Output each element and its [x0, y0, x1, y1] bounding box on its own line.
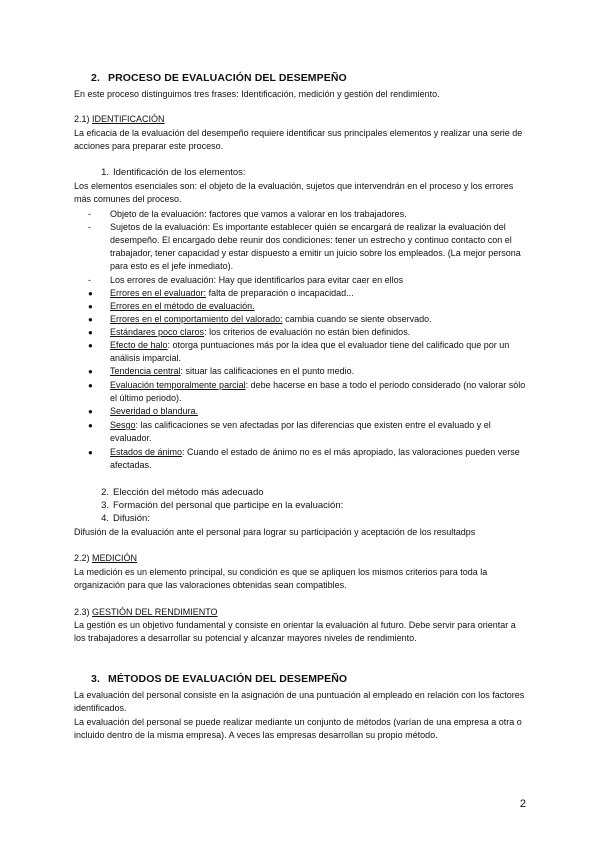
difusion-paragraph: Difusión de la evaluación ante el personal para lograr su participación y aceptación de los resultadps: [74, 527, 476, 537]
subsection-2-1-heading: [74, 113, 165, 126]
list-item-1-label: Identificación de los elementos:: [113, 167, 246, 178]
list-item-1-number: 1.: [101, 167, 109, 178]
bullet-term: Estados de ánimo: [110, 447, 183, 457]
bullet-mark: ●: [88, 421, 93, 430]
page-number: 2: [519, 798, 526, 810]
bullet-mark: ●: [88, 381, 93, 390]
bullet-mark: ●: [88, 407, 93, 416]
bullet-desc: : los criterios de evaluación no están bien definidos.: [204, 327, 411, 337]
list-item-3-label: Formación del personal que participe en la evaluación:: [113, 500, 344, 511]
subsection-2-2-number: 2.2): [74, 553, 90, 563]
subsection-2-2-heading: [74, 552, 137, 565]
bullet-desc: : Cuando el estado de ánimo no es el más apropiado, las valoraciones pueden verse afectadas.: [110, 447, 520, 470]
section-3-heading: [91, 673, 347, 685]
bullet-term: Errores en el evaluador:: [110, 288, 207, 298]
bullet-desc: : debe hacerse en base a todo el periodo considerado (no valorar sólo el último periodo).: [110, 380, 526, 403]
bullet-mark: ●: [88, 302, 93, 311]
subsection-2-1-title: IDENTIFICACIÓN: [92, 114, 165, 124]
bullet-mark: ●: [88, 448, 93, 457]
bullet-term: Errores en el comportamiento del valorado:: [110, 314, 283, 324]
section-3-paragraph-2: La evaluación del personal se puede realizar mediante un conjunto de métodos (varían de una empresa a otra o incluido dentro de la misma empresa). A veces las empresas desarrollan su propio método.: [74, 717, 522, 740]
subsection-2-3-text: La gestión es un objetivo fundamental y consiste en orientar la evaluación al futuro. Debe servir para orientar a los trabajadores a desarrollar su potencial y alcanzar mayores niveles de rendimiento.: [74, 620, 516, 643]
list-item-1: [91, 166, 246, 179]
bullet-term: Tendencia central: [110, 366, 181, 376]
bullet-term: Sesgo: [110, 420, 136, 430]
dash-item-text: Los errores de evaluación: Hay que identificarlos para evitar caer en ellos: [110, 275, 404, 285]
section-3-title: MÉTODOS DE EVALUACIÓN DEL DESEMPEÑO: [108, 673, 348, 685]
bullet-mark: ●: [88, 289, 93, 298]
subsection-2-2-text: La medición es un elemento principal, su condición es que se apliquen los mismos criterios para toda la organización para que las valoraciones obtenidas sean compatibles.: [74, 567, 488, 590]
list-item-2: [91, 486, 264, 499]
list-item-3-number: 3.: [101, 500, 109, 511]
dash-item-text: Sujetos de la evaluación: Es importante establecer quién se encargará de realizar la evaluación del desempeño. El encargado debe reunir dos condiciones: tener un estrecho y continuo contacto con el trabajador, tener capacidad y estar dispuesto a emitir un juicio sobre los empleados. (La mejor persona para esto es el jefe inmediato).: [110, 222, 521, 271]
bullet-term: Evaluación temporalmente parcial: [110, 380, 246, 390]
subsection-2-3-number: 2.3): [74, 607, 90, 617]
list-item-3: [91, 499, 343, 512]
bullet-desc: : situar las calificaciones en el punto medio.: [180, 366, 355, 376]
bullet-term: Estándares poco claros: [110, 327, 205, 337]
bullet-mark: ●: [88, 315, 93, 324]
bullet-mark: ●: [88, 367, 93, 376]
bullet-term: Severidad o blandura.: [110, 406, 199, 416]
bullet-mark: ●: [88, 328, 93, 337]
bullet-mark: ●: [88, 341, 93, 350]
bullet-term: Efecto de halo: [110, 340, 168, 350]
dash-mark: -: [88, 209, 91, 219]
subsection-2-1-text: La eficacia de la evaluación del desempeño requiere identificar sus principales elementos y realizar una serie de acciones para preparar este proceso.: [74, 128, 523, 151]
section-2-title: PROCESO DE EVALUACIÓN DEL DESEMPEÑO: [108, 72, 347, 84]
list-item-4-label: Difusión:: [113, 513, 150, 524]
dash-item-text: Objeto de la evaluación: factores que vamos a valorar en los trabajadores.: [110, 209, 407, 219]
subsection-2-1-number: 2.1): [74, 114, 90, 124]
list-item-2-number: 2.: [101, 487, 109, 498]
list-item-4-number: 4.: [101, 513, 109, 524]
bullet-desc: : las calificaciones se ven afectadas por las diferencias que existen entre el evaluado y el evaluador.: [110, 420, 491, 443]
section-2-number: 2.: [91, 72, 100, 84]
subsection-2-3-heading: [74, 606, 218, 619]
list-item-2-label: Elección del método más adecuado: [113, 487, 264, 498]
dash-mark: -: [88, 275, 91, 285]
elements-paragraph: Los elementos esenciales son: el objeto de la evaluación, sujetos que intervendrán en el proceso y los errores más comunes del proceso.: [74, 181, 514, 204]
bullet-desc: cambia cuando se siente observado.: [282, 314, 432, 324]
section-3-number: 3.: [91, 673, 100, 685]
section-2-intro: En este proceso distinguimos tres frases: Identificación, medición y gestión del rendimiento.: [74, 89, 440, 99]
bullet-term: Errores en el método de evaluación.: [110, 301, 255, 311]
section-3-paragraph-1: La evaluación del personal consiste en la asignación de una puntuación al empleado en relación con los factores identificados.: [74, 690, 525, 713]
subsection-2-3-title: GESTIÓN DEL RENDIMIENTO: [92, 607, 218, 617]
dash-mark: -: [88, 222, 91, 232]
bullet-desc: falta de preparación o incapacidad...: [206, 288, 354, 298]
section-2-heading: [91, 72, 347, 84]
subsection-2-2-title: MEDICIÓN: [92, 553, 138, 563]
list-item-4: [91, 512, 150, 525]
bullet-desc: : otorga puntuaciones más por la idea que el evaluador tiene del calificado que por un análisis imparcial.: [110, 340, 510, 363]
